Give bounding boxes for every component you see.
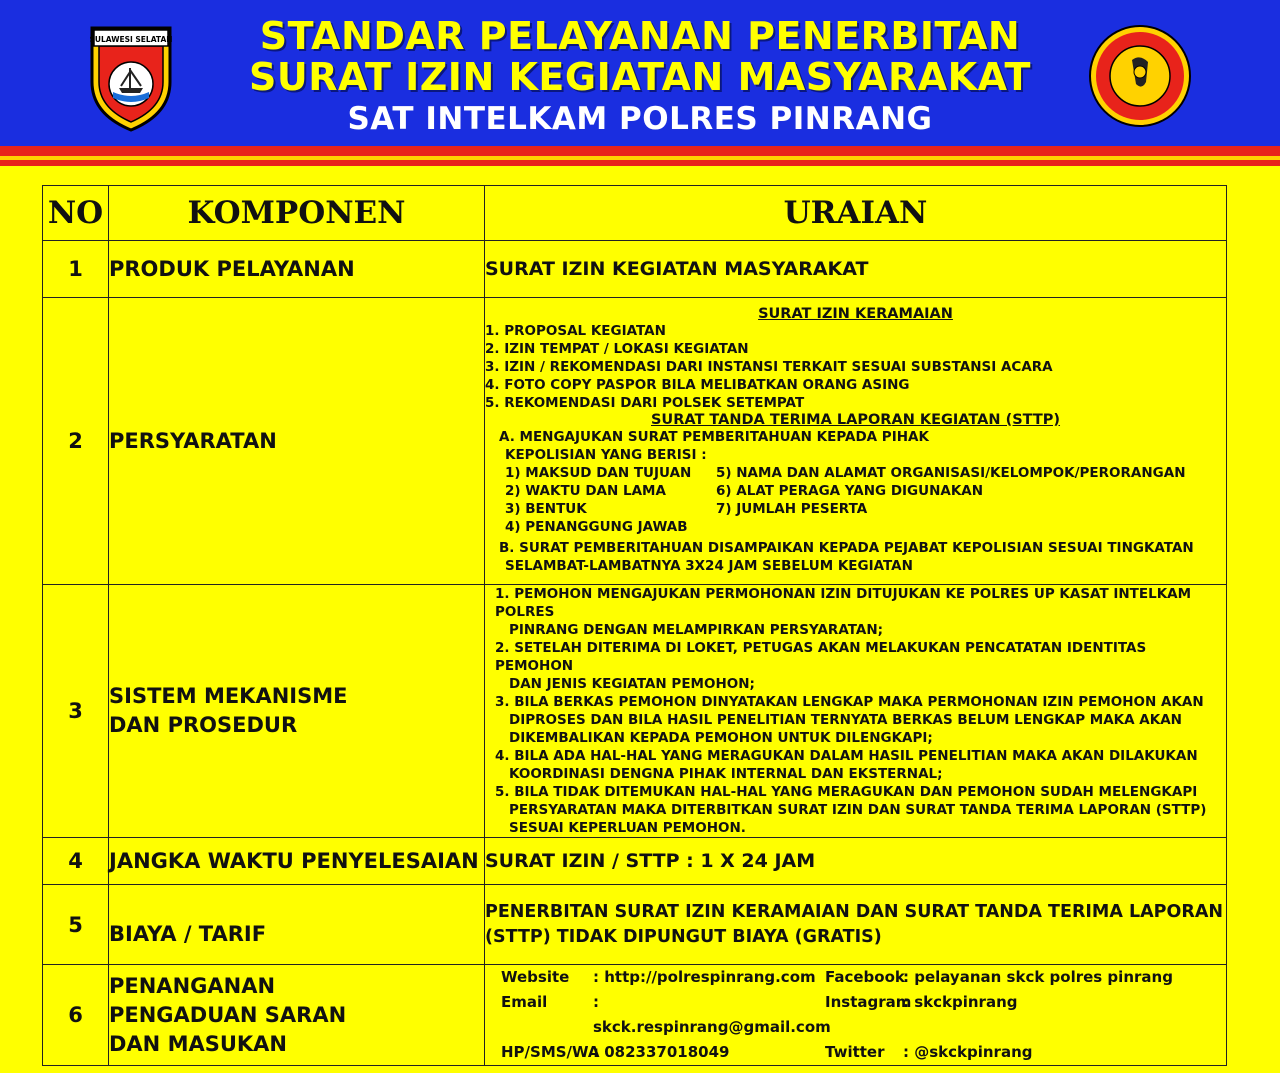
- list-item: 5) NAMA DAN ALAMAT ORGANISASI/KELOMPOK/PERORANGAN: [716, 465, 1186, 481]
- header-komponen: KOMPONEN: [109, 186, 485, 241]
- sttp-right-column: [716, 464, 1186, 536]
- list-item: B. SURAT PEMBERITAHUAN DISAMPAIKAN KEPADA PEJABAT KEPOLISIAN SESUAI TINGKATAN: [499, 540, 1194, 556]
- list-item: 4) PENANGGUNG JAWAB: [505, 519, 688, 535]
- uraian-cell: SURAT IZIN KEGIATAN MASYARAKAT: [485, 241, 1227, 298]
- list-item: 7) JUMLAH PESERTA: [716, 501, 868, 517]
- komponen-cell: [109, 965, 485, 1066]
- komponen-cell: [109, 585, 485, 838]
- komponen-cell: JANGKA WAKTU PENYELESAIAN: [109, 838, 485, 885]
- twitter-label: Twitter: [825, 1043, 885, 1061]
- sttp-left-column: [505, 464, 716, 536]
- header-no: NO: [43, 186, 109, 241]
- table-header-row: [43, 186, 1227, 241]
- table-row: [43, 298, 1227, 585]
- email-label: Email: [501, 993, 548, 1011]
- list-item: 6) ALAT PERAGA YANG DIGUNAKAN: [716, 483, 984, 499]
- prosedur-cell: [485, 585, 1227, 838]
- komponen-cell: PERSYARATAN: [109, 298, 485, 585]
- table-row: [43, 585, 1227, 838]
- komponen-line: SISTEM MEKANISME: [109, 684, 348, 708]
- komponen-cell: BIAYA / TARIF: [109, 885, 485, 965]
- list-item: DAN JENIS KEGIATAN PEMOHON;: [509, 676, 755, 692]
- section-title-keramaian: SURAT IZIN KERAMAIAN: [758, 306, 953, 322]
- title-line-3: SAT INTELKAM POLRES PINRANG: [347, 101, 933, 137]
- sat-intelkam-emblem-logo: [1088, 24, 1192, 128]
- list-item: SESUAI KEPERLUAN PEMOHON.: [509, 820, 746, 836]
- list-item: 1. PEMOHON MENGAJUKAN PERMOHONAN IZIN DITUJUKAN KE POLRES UP KASAT INTELKAM POLRES: [495, 586, 1192, 620]
- list-item: A. MENGAJUKAN SURAT PEMBERITAHUAN KEPADA PIHAK: [499, 429, 929, 445]
- list-item: 3. IZIN / REKOMENDASI DARI INSTANSI TERKAIT SESUAI SUBSTANSI ACARA: [485, 359, 1053, 375]
- header-red-stripe: [0, 146, 1280, 156]
- hp-label: HP/SMS/WA: [501, 1043, 600, 1061]
- contact-grid: [501, 965, 1226, 1065]
- title-line-1: STANDAR PELAYANAN PENERBITAN: [259, 14, 1021, 58]
- list-item: PINRANG DENGAN MELAMPIRKAN PERSYARATAN;: [509, 622, 884, 638]
- list-item: 1) MAKSUD DAN TUJUAN: [505, 465, 692, 481]
- komponen-line: PENGADUAN SARAN: [109, 1002, 347, 1027]
- list-item: KOORDINASI DENGNA PIHAK INTERNAL DAN EKSTERNAL;: [509, 766, 943, 782]
- table-row: [43, 241, 1227, 298]
- service-standard-table: [42, 185, 1227, 1066]
- list-item: 1. PROPOSAL KEGIATAN: [485, 323, 666, 339]
- persyaratan-cell: [485, 298, 1227, 585]
- komponen-line: DAN PROSEDUR: [109, 713, 298, 737]
- section-title-sttp: SURAT TANDA TERIMA LAPORAN KEGIATAN (STTP): [650, 412, 1061, 428]
- list-item: 2. IZIN TEMPAT / LOKASI KEGIATAN: [485, 341, 749, 357]
- row-number: 6: [43, 965, 109, 1066]
- komponen-line: PENANGANAN: [109, 973, 276, 998]
- list-item: KEPOLISIAN YANG BERISI :: [505, 447, 707, 463]
- uraian-line: (STTP) TIDAK DIPUNGUT BIAYA (GRATIS): [485, 926, 882, 947]
- list-item: 4. FOTO COPY PASPOR BILA MELIBATKAN ORANG ASING: [485, 377, 910, 393]
- list-item: PERSYARATAN MAKA DITERBITKAN SURAT IZIN DAN SURAT TANDA TERIMA LAPORAN (STTP): [509, 802, 1207, 818]
- uraian-cell: [485, 885, 1227, 965]
- website-value: : http://polrespinrang.com: [593, 968, 816, 986]
- instagram-label: Instagram: [825, 993, 912, 1011]
- list-item: 4. BILA ADA HAL-HAL YANG MERAGUKAN DALAM HASIL PENELITIAN MAKA AKAN DILAKUKAN: [495, 748, 1198, 764]
- row-number: 2: [43, 298, 109, 585]
- header-red-stripe-lower: [0, 160, 1280, 166]
- list-item: 2. SETELAH DITERIMA DI LOKET, PETUGAS AKAN MELAKUKAN PENCATATAN IDENTITAS PEMOHON: [495, 640, 1147, 674]
- instagram-value: : skckpinrang: [903, 993, 1018, 1011]
- table-row: [43, 885, 1227, 965]
- title-line-2: SURAT IZIN KEGIATAN MASYARAKAT: [249, 55, 1031, 99]
- table-row: [43, 838, 1227, 885]
- website-label: Website: [501, 968, 570, 986]
- shield-text: SULAWESI SELATAN: [89, 35, 173, 44]
- polda-sulsel-shield-logo: [88, 18, 174, 132]
- email-value: : skck.respinrang@gmail.com: [593, 993, 831, 1036]
- komponen-cell: PRODUK PELAYANAN: [109, 241, 485, 298]
- list-item: DIKEMBALIKAN KEPADA PEMOHON UNTUK DILENGKAPI;: [509, 730, 933, 746]
- table-row: [43, 965, 1227, 1066]
- list-item: 3. BILA BERKAS PEMOHON DINYATAKAN LENGKAP MAKA PERMOHONAN IZIN PEMOHON AKAN: [495, 694, 1204, 710]
- list-item: 3) BENTUK: [505, 501, 587, 517]
- twitter-value: : @skckpinrang: [903, 1043, 1033, 1061]
- row-number: 1: [43, 241, 109, 298]
- list-item: SELAMBAT-LAMBATNYA 3X24 JAM SEBELUM KEGIATAN: [505, 558, 913, 574]
- hp-value: : 082337018049: [593, 1043, 730, 1061]
- header-uraian: URAIAN: [485, 186, 1227, 241]
- komponen-line: DAN MASUKAN: [109, 1031, 287, 1056]
- contact-cell: [485, 965, 1227, 1066]
- row-number: 4: [43, 838, 109, 885]
- facebook-label: Facebook: [825, 968, 905, 986]
- sttp-content-columns: [485, 464, 1226, 536]
- row-number: 5: [43, 885, 109, 965]
- list-item: 5. BILA TIDAK DITEMUKAN HAL-HAL YANG MERAGUKAN DAN PEMOHON SUDAH MELENGKAPI: [495, 784, 1198, 800]
- facebook-value: : pelayanan skck polres pinrang: [903, 968, 1173, 986]
- list-item: DIPROSES DAN BILA HASIL PENELITIAN TERNYATA BERKAS BELUM LENGKAP MAKA AKAN: [509, 712, 1182, 728]
- list-item: 2) WAKTU DAN LAMA: [505, 483, 666, 499]
- uraian-line: PENERBITAN SURAT IZIN KERAMAIAN DAN SURAT TANDA TERIMA LAPORAN: [485, 901, 1224, 922]
- uraian-cell: SURAT IZIN / STTP : 1 X 24 JAM: [485, 838, 1227, 885]
- list-item: 5. REKOMENDASI DARI POLSEK SETEMPAT: [485, 395, 805, 411]
- row-number: 3: [43, 585, 109, 838]
